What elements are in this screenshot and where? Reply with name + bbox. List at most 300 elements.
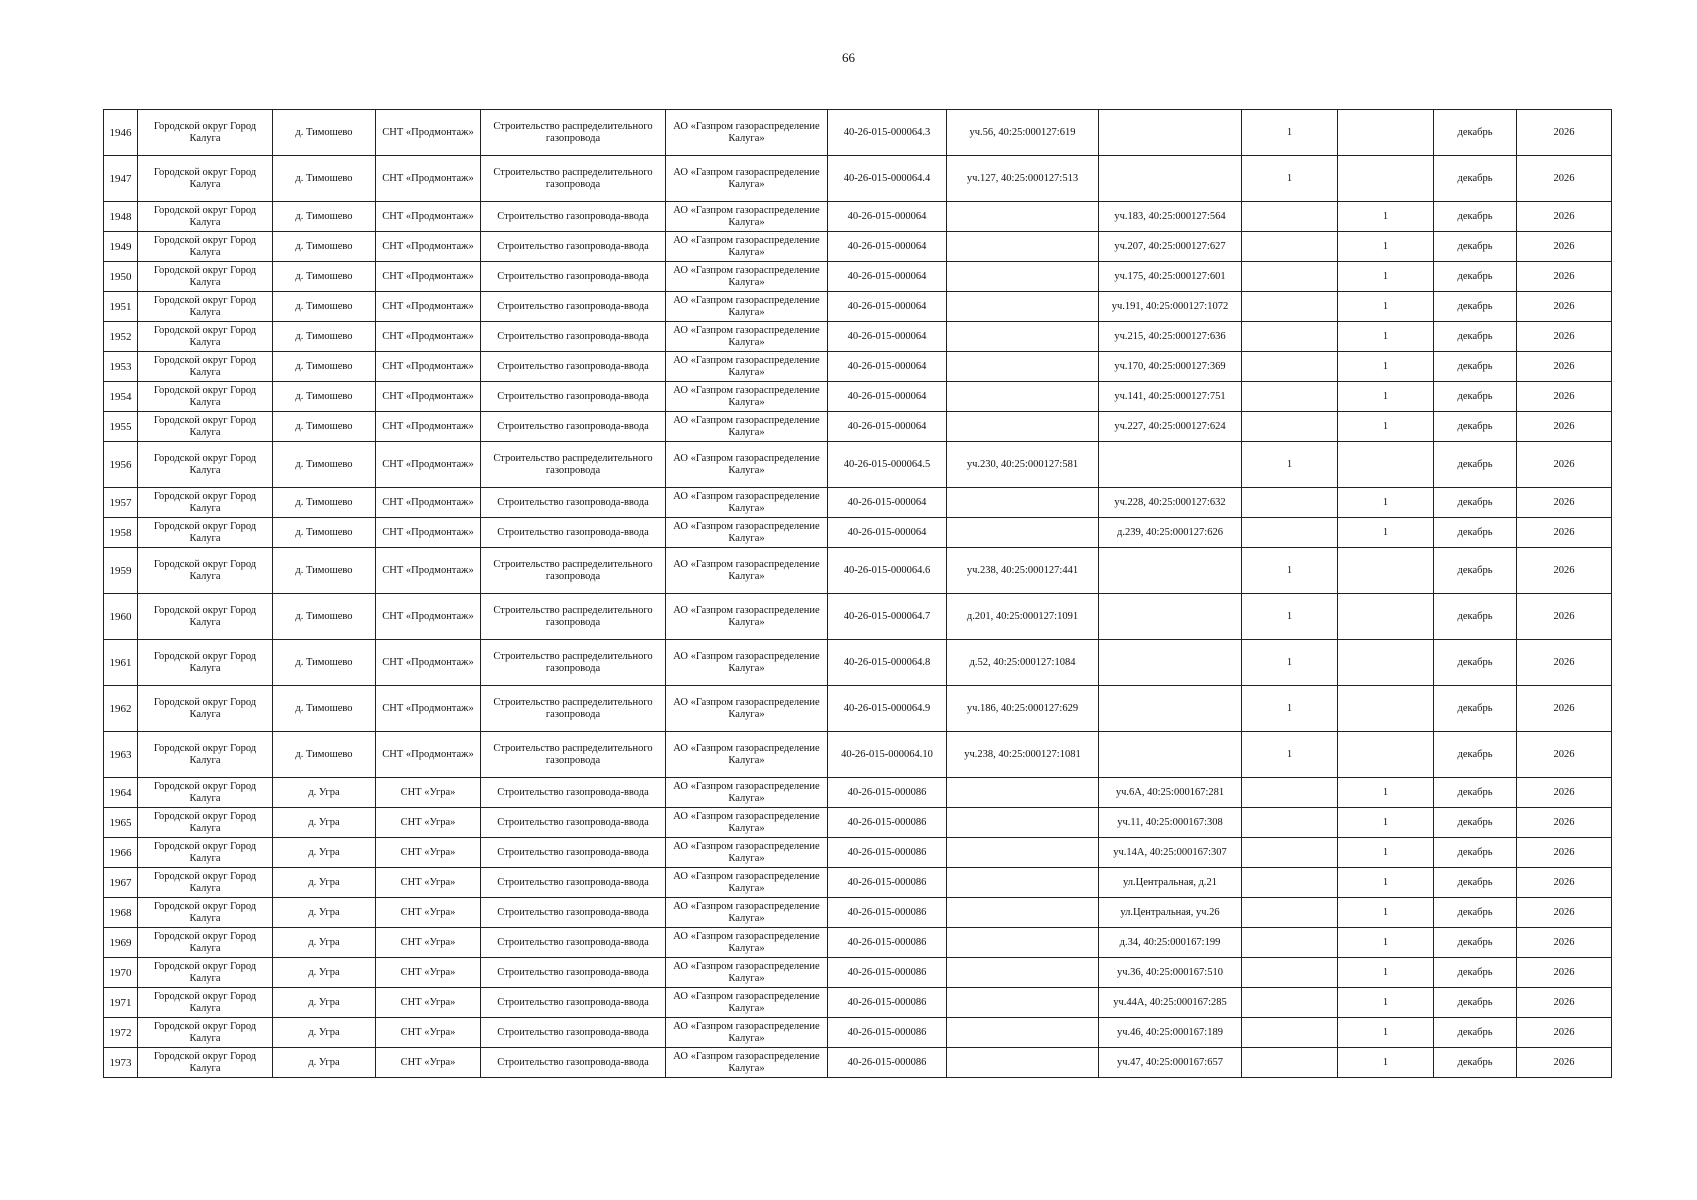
distribution-count-cell: 1 bbox=[1242, 110, 1338, 156]
work-type-cell: Строительство распределительного газопровода bbox=[481, 686, 666, 732]
district-cell: Городской округ Город Калуга bbox=[138, 868, 273, 898]
snt-cell: СНТ «Продмонтаж» bbox=[376, 732, 481, 778]
row-number-cell: 1949 bbox=[104, 232, 138, 262]
district-cell: Городской округ Город Калуга bbox=[138, 1018, 273, 1048]
district-cell: Городской округ Город Калуга bbox=[138, 808, 273, 838]
table-row bbox=[104, 778, 1612, 808]
distribution-count-cell bbox=[1242, 292, 1338, 322]
row-number-cell: 1953 bbox=[104, 352, 138, 382]
organization-cell: АО «Газпром газораспределение Калуга» bbox=[666, 548, 828, 594]
distribution-plot-cell bbox=[947, 838, 1099, 868]
district-cell: Городской округ Город Калуга bbox=[138, 958, 273, 988]
district-cell: Городской округ Город Калуга bbox=[138, 442, 273, 488]
work-type-cell: Строительство газопровода-ввода bbox=[481, 958, 666, 988]
distribution-count-cell bbox=[1242, 898, 1338, 928]
snt-cell: СНТ «Продмонтаж» bbox=[376, 352, 481, 382]
input-count-cell: 1 bbox=[1338, 292, 1434, 322]
distribution-count-cell bbox=[1242, 838, 1338, 868]
row-number-cell: 1973 bbox=[104, 1048, 138, 1078]
district-cell: Городской округ Город Калуга bbox=[138, 352, 273, 382]
input-plot-cell: уч.183, 40:25:000127:564 bbox=[1099, 202, 1242, 232]
snt-cell: СНТ «Продмонтаж» bbox=[376, 488, 481, 518]
organization-cell: АО «Газпром газораспределение Калуга» bbox=[666, 488, 828, 518]
distribution-count-cell: 1 bbox=[1242, 442, 1338, 488]
organization-cell: АО «Газпром газораспределение Калуга» bbox=[666, 202, 828, 232]
organization-cell: АО «Газпром газораспределение Калуга» bbox=[666, 352, 828, 382]
organization-cell: АО «Газпром газораспределение Калуга» bbox=[666, 1048, 828, 1078]
work-type-cell: Строительство газопровода-ввода bbox=[481, 352, 666, 382]
distribution-plot-cell bbox=[947, 1048, 1099, 1078]
object-code-cell: 40-26-015-000086 bbox=[828, 838, 947, 868]
work-type-cell: Строительство газопровода-ввода bbox=[481, 518, 666, 548]
input-plot-cell: уч.47, 40:25:000167:657 bbox=[1099, 1048, 1242, 1078]
district-cell: Городской округ Город Калуга bbox=[138, 156, 273, 202]
village-cell: д. Тимошево bbox=[273, 292, 376, 322]
object-code-cell: 40-26-015-000064.8 bbox=[828, 640, 947, 686]
distribution-count-cell bbox=[1242, 958, 1338, 988]
year-cell: 2026 bbox=[1517, 382, 1612, 412]
snt-cell: СНТ «Продмонтаж» bbox=[376, 412, 481, 442]
distribution-plot-cell bbox=[947, 958, 1099, 988]
row-number-cell: 1971 bbox=[104, 988, 138, 1018]
year-cell: 2026 bbox=[1517, 868, 1612, 898]
organization-cell: АО «Газпром газораспределение Калуга» bbox=[666, 838, 828, 868]
village-cell: д. Тимошево bbox=[273, 732, 376, 778]
row-number-cell: 1960 bbox=[104, 594, 138, 640]
month-cell: декабрь bbox=[1434, 732, 1517, 778]
month-cell: декабрь bbox=[1434, 838, 1517, 868]
year-cell: 2026 bbox=[1517, 808, 1612, 838]
distribution-count-cell: 1 bbox=[1242, 686, 1338, 732]
distribution-count-cell bbox=[1242, 352, 1338, 382]
snt-cell: СНТ «Продмонтаж» bbox=[376, 518, 481, 548]
district-cell: Городской округ Город Калуга bbox=[138, 732, 273, 778]
object-code-cell: 40-26-015-000064.6 bbox=[828, 548, 947, 594]
work-type-cell: Строительство распределительного газопровода bbox=[481, 110, 666, 156]
distribution-count-cell bbox=[1242, 1018, 1338, 1048]
snt-cell: СНТ «Угра» bbox=[376, 778, 481, 808]
distribution-count-cell: 1 bbox=[1242, 548, 1338, 594]
year-cell: 2026 bbox=[1517, 928, 1612, 958]
distribution-count-cell bbox=[1242, 412, 1338, 442]
month-cell: декабрь bbox=[1434, 382, 1517, 412]
organization-cell: АО «Газпром газораспределение Калуга» bbox=[666, 292, 828, 322]
month-cell: декабрь bbox=[1434, 442, 1517, 488]
month-cell: декабрь bbox=[1434, 1018, 1517, 1048]
row-number-cell: 1957 bbox=[104, 488, 138, 518]
distribution-plot-cell: уч.238, 40:25:000127:1081 bbox=[947, 732, 1099, 778]
input-count-cell: 1 bbox=[1338, 412, 1434, 442]
input-count-cell: 1 bbox=[1338, 838, 1434, 868]
month-cell: декабрь bbox=[1434, 594, 1517, 640]
row-number-cell: 1958 bbox=[104, 518, 138, 548]
distribution-plot-cell bbox=[947, 988, 1099, 1018]
object-code-cell: 40-26-015-000086 bbox=[828, 868, 947, 898]
month-cell: декабрь bbox=[1434, 202, 1517, 232]
row-number-cell: 1946 bbox=[104, 110, 138, 156]
village-cell: д. Тимошево bbox=[273, 488, 376, 518]
distribution-plot-cell bbox=[947, 202, 1099, 232]
village-cell: д. Угра bbox=[273, 808, 376, 838]
year-cell: 2026 bbox=[1517, 732, 1612, 778]
year-cell: 2026 bbox=[1517, 640, 1612, 686]
village-cell: д. Тимошево bbox=[273, 686, 376, 732]
distribution-plot-cell bbox=[947, 778, 1099, 808]
year-cell: 2026 bbox=[1517, 202, 1612, 232]
work-type-cell: Строительство газопровода-ввода bbox=[481, 292, 666, 322]
village-cell: д. Тимошево bbox=[273, 352, 376, 382]
work-type-cell: Строительство газопровода-ввода bbox=[481, 232, 666, 262]
input-count-cell: 1 bbox=[1338, 928, 1434, 958]
district-cell: Городской округ Город Калуга bbox=[138, 322, 273, 352]
month-cell: декабрь bbox=[1434, 686, 1517, 732]
input-count-cell bbox=[1338, 442, 1434, 488]
snt-cell: СНТ «Угра» bbox=[376, 808, 481, 838]
district-cell: Городской округ Город Калуга bbox=[138, 686, 273, 732]
year-cell: 2026 bbox=[1517, 518, 1612, 548]
month-cell: декабрь bbox=[1434, 548, 1517, 594]
table-row bbox=[104, 156, 1612, 202]
year-cell: 2026 bbox=[1517, 686, 1612, 732]
district-cell: Городской округ Город Калуга bbox=[138, 594, 273, 640]
snt-cell: СНТ «Продмонтаж» bbox=[376, 110, 481, 156]
input-plot-cell: д.34, 40:25:000167:199 bbox=[1099, 928, 1242, 958]
snt-cell: СНТ «Продмонтаж» bbox=[376, 442, 481, 488]
input-count-cell: 1 bbox=[1338, 352, 1434, 382]
object-code-cell: 40-26-015-000064.5 bbox=[828, 442, 947, 488]
input-plot-cell: уч.191, 40:25:000127:1072 bbox=[1099, 292, 1242, 322]
row-number-cell: 1968 bbox=[104, 898, 138, 928]
organization-cell: АО «Газпром газораспределение Калуга» bbox=[666, 442, 828, 488]
input-count-cell: 1 bbox=[1338, 868, 1434, 898]
table-row bbox=[104, 958, 1612, 988]
month-cell: декабрь bbox=[1434, 898, 1517, 928]
table-row bbox=[104, 838, 1612, 868]
table-row bbox=[104, 322, 1612, 352]
month-cell: декабрь bbox=[1434, 110, 1517, 156]
snt-cell: СНТ «Продмонтаж» bbox=[376, 292, 481, 322]
snt-cell: СНТ «Продмонтаж» bbox=[376, 594, 481, 640]
input-count-cell: 1 bbox=[1338, 488, 1434, 518]
district-cell: Городской округ Город Калуга bbox=[138, 898, 273, 928]
input-plot-cell: уч.36, 40:25:000167:510 bbox=[1099, 958, 1242, 988]
object-code-cell: 40-26-015-000086 bbox=[828, 928, 947, 958]
snt-cell: СНТ «Продмонтаж» bbox=[376, 322, 481, 352]
organization-cell: АО «Газпром газораспределение Калуга» bbox=[666, 518, 828, 548]
distribution-plot-cell: уч.56, 40:25:000127:619 bbox=[947, 110, 1099, 156]
input-count-cell bbox=[1338, 732, 1434, 778]
input-count-cell: 1 bbox=[1338, 322, 1434, 352]
snt-cell: СНТ «Продмонтаж» bbox=[376, 202, 481, 232]
table-row bbox=[104, 732, 1612, 778]
village-cell: д. Угра bbox=[273, 838, 376, 868]
row-number-cell: 1955 bbox=[104, 412, 138, 442]
table-row bbox=[104, 488, 1612, 518]
snt-cell: СНТ «Угра» bbox=[376, 838, 481, 868]
snt-cell: СНТ «Продмонтаж» bbox=[376, 156, 481, 202]
month-cell: декабрь bbox=[1434, 322, 1517, 352]
input-plot-cell bbox=[1099, 640, 1242, 686]
month-cell: декабрь bbox=[1434, 292, 1517, 322]
row-number-cell: 1962 bbox=[104, 686, 138, 732]
table-row bbox=[104, 202, 1612, 232]
month-cell: декабрь bbox=[1434, 928, 1517, 958]
work-type-cell: Строительство газопровода-ввода bbox=[481, 202, 666, 232]
distribution-count-cell bbox=[1242, 808, 1338, 838]
table-row bbox=[104, 686, 1612, 732]
row-number-cell: 1972 bbox=[104, 1018, 138, 1048]
snt-cell: СНТ «Продмонтаж» bbox=[376, 686, 481, 732]
distribution-plot-cell bbox=[947, 868, 1099, 898]
work-type-cell: Строительство газопровода-ввода bbox=[481, 382, 666, 412]
table-row bbox=[104, 518, 1612, 548]
object-code-cell: 40-26-015-000064.4 bbox=[828, 156, 947, 202]
distribution-plot-cell bbox=[947, 1018, 1099, 1048]
table-row bbox=[104, 262, 1612, 292]
village-cell: д. Угра bbox=[273, 928, 376, 958]
distribution-count-cell bbox=[1242, 868, 1338, 898]
distribution-plot-cell bbox=[947, 412, 1099, 442]
input-plot-cell bbox=[1099, 110, 1242, 156]
input-plot-cell bbox=[1099, 548, 1242, 594]
row-number-cell: 1947 bbox=[104, 156, 138, 202]
input-plot-cell: уч.46, 40:25:000167:189 bbox=[1099, 1018, 1242, 1048]
object-code-cell: 40-26-015-000064 bbox=[828, 488, 947, 518]
year-cell: 2026 bbox=[1517, 110, 1612, 156]
distribution-count-cell: 1 bbox=[1242, 156, 1338, 202]
row-number-cell: 1964 bbox=[104, 778, 138, 808]
year-cell: 2026 bbox=[1517, 778, 1612, 808]
year-cell: 2026 bbox=[1517, 898, 1612, 928]
distribution-plot-cell bbox=[947, 518, 1099, 548]
year-cell: 2026 bbox=[1517, 958, 1612, 988]
distribution-count-cell bbox=[1242, 1048, 1338, 1078]
input-plot-cell: уч.215, 40:25:000127:636 bbox=[1099, 322, 1242, 352]
table-row bbox=[104, 988, 1612, 1018]
object-code-cell: 40-26-015-000064 bbox=[828, 232, 947, 262]
village-cell: д. Тимошево bbox=[273, 232, 376, 262]
object-code-cell: 40-26-015-000086 bbox=[828, 988, 947, 1018]
work-type-cell: Строительство газопровода-ввода bbox=[481, 1048, 666, 1078]
village-cell: д. Тимошево bbox=[273, 156, 376, 202]
organization-cell: АО «Газпром газораспределение Калуга» bbox=[666, 594, 828, 640]
year-cell: 2026 bbox=[1517, 1048, 1612, 1078]
input-plot-cell: д.239, 40:25:000127:626 bbox=[1099, 518, 1242, 548]
year-cell: 2026 bbox=[1517, 262, 1612, 292]
organization-cell: АО «Газпром газораспределение Калуга» bbox=[666, 686, 828, 732]
district-cell: Городской округ Город Калуга bbox=[138, 518, 273, 548]
input-count-cell: 1 bbox=[1338, 958, 1434, 988]
organization-cell: АО «Газпром газораспределение Калуга» bbox=[666, 1018, 828, 1048]
object-code-cell: 40-26-015-000064.10 bbox=[828, 732, 947, 778]
object-code-cell: 40-26-015-000064 bbox=[828, 352, 947, 382]
distribution-plot-cell: д.201, 40:25:000127:1091 bbox=[947, 594, 1099, 640]
distribution-count-cell: 1 bbox=[1242, 594, 1338, 640]
distribution-count-cell bbox=[1242, 262, 1338, 292]
snt-cell: СНТ «Угра» bbox=[376, 958, 481, 988]
organization-cell: АО «Газпром газораспределение Калуга» bbox=[666, 958, 828, 988]
object-code-cell: 40-26-015-000064 bbox=[828, 292, 947, 322]
input-plot-cell: уч.44А, 40:25:000167:285 bbox=[1099, 988, 1242, 1018]
input-count-cell: 1 bbox=[1338, 988, 1434, 1018]
object-code-cell: 40-26-015-000086 bbox=[828, 1048, 947, 1078]
work-type-cell: Строительство газопровода-ввода bbox=[481, 322, 666, 352]
object-code-cell: 40-26-015-000086 bbox=[828, 898, 947, 928]
input-count-cell bbox=[1338, 156, 1434, 202]
year-cell: 2026 bbox=[1517, 352, 1612, 382]
distribution-count-cell bbox=[1242, 488, 1338, 518]
organization-cell: АО «Газпром газораспределение Калуга» bbox=[666, 262, 828, 292]
year-cell: 2026 bbox=[1517, 292, 1612, 322]
month-cell: декабрь bbox=[1434, 1048, 1517, 1078]
snt-cell: СНТ «Угра» bbox=[376, 1048, 481, 1078]
distribution-plot-cell bbox=[947, 382, 1099, 412]
table-row bbox=[104, 110, 1612, 156]
distribution-plot-cell: уч.127, 40:25:000127:513 bbox=[947, 156, 1099, 202]
object-code-cell: 40-26-015-000064 bbox=[828, 322, 947, 352]
input-plot-cell bbox=[1099, 594, 1242, 640]
row-number-cell: 1954 bbox=[104, 382, 138, 412]
input-count-cell bbox=[1338, 640, 1434, 686]
distribution-count-cell bbox=[1242, 202, 1338, 232]
distribution-plot-cell bbox=[947, 488, 1099, 518]
work-type-cell: Строительство газопровода-ввода bbox=[481, 412, 666, 442]
snt-cell: СНТ «Продмонтаж» bbox=[376, 382, 481, 412]
work-type-cell: Строительство распределительного газопровода bbox=[481, 594, 666, 640]
input-count-cell: 1 bbox=[1338, 1048, 1434, 1078]
work-type-cell: Строительство газопровода-ввода bbox=[481, 988, 666, 1018]
month-cell: декабрь bbox=[1434, 778, 1517, 808]
table-row bbox=[104, 808, 1612, 838]
input-plot-cell: уч.14А, 40:25:000167:307 bbox=[1099, 838, 1242, 868]
year-cell: 2026 bbox=[1517, 838, 1612, 868]
snt-cell: СНТ «Продмонтаж» bbox=[376, 262, 481, 292]
row-number-cell: 1948 bbox=[104, 202, 138, 232]
organization-cell: АО «Газпром газораспределение Калуга» bbox=[666, 110, 828, 156]
organization-cell: АО «Газпром газораспределение Калуга» bbox=[666, 156, 828, 202]
village-cell: д. Тимошево bbox=[273, 202, 376, 232]
year-cell: 2026 bbox=[1517, 412, 1612, 442]
village-cell: д. Тимошево bbox=[273, 262, 376, 292]
village-cell: д. Тимошево bbox=[273, 110, 376, 156]
village-cell: д. Угра bbox=[273, 778, 376, 808]
distribution-plot-cell bbox=[947, 262, 1099, 292]
row-number-cell: 1963 bbox=[104, 732, 138, 778]
input-count-cell: 1 bbox=[1338, 778, 1434, 808]
input-count-cell: 1 bbox=[1338, 518, 1434, 548]
village-cell: д. Тимошево bbox=[273, 442, 376, 488]
input-plot-cell bbox=[1099, 442, 1242, 488]
year-cell: 2026 bbox=[1517, 156, 1612, 202]
table-row bbox=[104, 594, 1612, 640]
object-code-cell: 40-26-015-000064 bbox=[828, 518, 947, 548]
table-row bbox=[104, 868, 1612, 898]
distribution-count-cell bbox=[1242, 778, 1338, 808]
work-type-cell: Строительство распределительного газопровода bbox=[481, 548, 666, 594]
organization-cell: АО «Газпром газораспределение Калуга» bbox=[666, 898, 828, 928]
input-plot-cell bbox=[1099, 156, 1242, 202]
distribution-plot-cell bbox=[947, 352, 1099, 382]
year-cell: 2026 bbox=[1517, 594, 1612, 640]
work-type-cell: Строительство газопровода-ввода bbox=[481, 928, 666, 958]
distribution-plot-cell bbox=[947, 928, 1099, 958]
input-plot-cell: уч.141, 40:25:000127:751 bbox=[1099, 382, 1242, 412]
table-body bbox=[104, 110, 1612, 1078]
village-cell: д. Тимошево bbox=[273, 548, 376, 594]
district-cell: Городской округ Город Калуга bbox=[138, 262, 273, 292]
input-plot-cell: уч.170, 40:25:000127:369 bbox=[1099, 352, 1242, 382]
month-cell: декабрь bbox=[1434, 412, 1517, 442]
snt-cell: СНТ «Продмонтаж» bbox=[376, 640, 481, 686]
snt-cell: СНТ «Угра» bbox=[376, 868, 481, 898]
input-plot-cell: ул.Центральная, уч.26 bbox=[1099, 898, 1242, 928]
year-cell: 2026 bbox=[1517, 322, 1612, 352]
distribution-count-cell bbox=[1242, 232, 1338, 262]
village-cell: д. Угра bbox=[273, 868, 376, 898]
snt-cell: СНТ «Угра» bbox=[376, 928, 481, 958]
table-row bbox=[104, 1018, 1612, 1048]
village-cell: д. Тимошево bbox=[273, 322, 376, 352]
distribution-plot-cell: уч.238, 40:25:000127:441 bbox=[947, 548, 1099, 594]
input-count-cell bbox=[1338, 548, 1434, 594]
table-row bbox=[104, 232, 1612, 262]
table-row bbox=[104, 442, 1612, 488]
work-type-cell: Строительство распределительного газопровода bbox=[481, 732, 666, 778]
work-type-cell: Строительство газопровода-ввода bbox=[481, 262, 666, 292]
organization-cell: АО «Газпром газораспределение Калуга» bbox=[666, 382, 828, 412]
row-number-cell: 1951 bbox=[104, 292, 138, 322]
row-number-cell: 1959 bbox=[104, 548, 138, 594]
work-type-cell: Строительство газопровода-ввода bbox=[481, 808, 666, 838]
distribution-count-cell: 1 bbox=[1242, 640, 1338, 686]
village-cell: д. Угра bbox=[273, 958, 376, 988]
district-cell: Городской округ Город Калуга bbox=[138, 548, 273, 594]
distribution-plot-cell: д.52, 40:25:000127:1084 bbox=[947, 640, 1099, 686]
organization-cell: АО «Газпром газораспределение Калуга» bbox=[666, 868, 828, 898]
row-number-cell: 1956 bbox=[104, 442, 138, 488]
month-cell: декабрь bbox=[1434, 640, 1517, 686]
month-cell: декабрь bbox=[1434, 488, 1517, 518]
organization-cell: АО «Газпром газораспределение Калуга» bbox=[666, 778, 828, 808]
input-count-cell bbox=[1338, 110, 1434, 156]
input-count-cell: 1 bbox=[1338, 382, 1434, 412]
district-cell: Городской округ Город Калуга bbox=[138, 412, 273, 442]
row-number-cell: 1961 bbox=[104, 640, 138, 686]
district-cell: Городской округ Город Калуга bbox=[138, 110, 273, 156]
row-number-cell: 1950 bbox=[104, 262, 138, 292]
district-cell: Городской округ Город Калуга bbox=[138, 382, 273, 412]
input-plot-cell: уч.6А, 40:25:000167:281 bbox=[1099, 778, 1242, 808]
snt-cell: СНТ «Угра» bbox=[376, 1018, 481, 1048]
village-cell: д. Угра bbox=[273, 1018, 376, 1048]
row-number-cell: 1952 bbox=[104, 322, 138, 352]
table-row bbox=[104, 548, 1612, 594]
distribution-plot-cell bbox=[947, 232, 1099, 262]
distribution-count-cell bbox=[1242, 382, 1338, 412]
month-cell: декабрь bbox=[1434, 808, 1517, 838]
row-number-cell: 1966 bbox=[104, 838, 138, 868]
object-code-cell: 40-26-015-000064 bbox=[828, 262, 947, 292]
input-count-cell: 1 bbox=[1338, 262, 1434, 292]
input-count-cell: 1 bbox=[1338, 232, 1434, 262]
village-cell: д. Тимошево bbox=[273, 518, 376, 548]
table-row bbox=[104, 292, 1612, 322]
table-row bbox=[104, 382, 1612, 412]
organization-cell: АО «Газпром газораспределение Калуга» bbox=[666, 988, 828, 1018]
month-cell: декабрь bbox=[1434, 352, 1517, 382]
distribution-count-cell bbox=[1242, 988, 1338, 1018]
village-cell: д. Угра bbox=[273, 1048, 376, 1078]
